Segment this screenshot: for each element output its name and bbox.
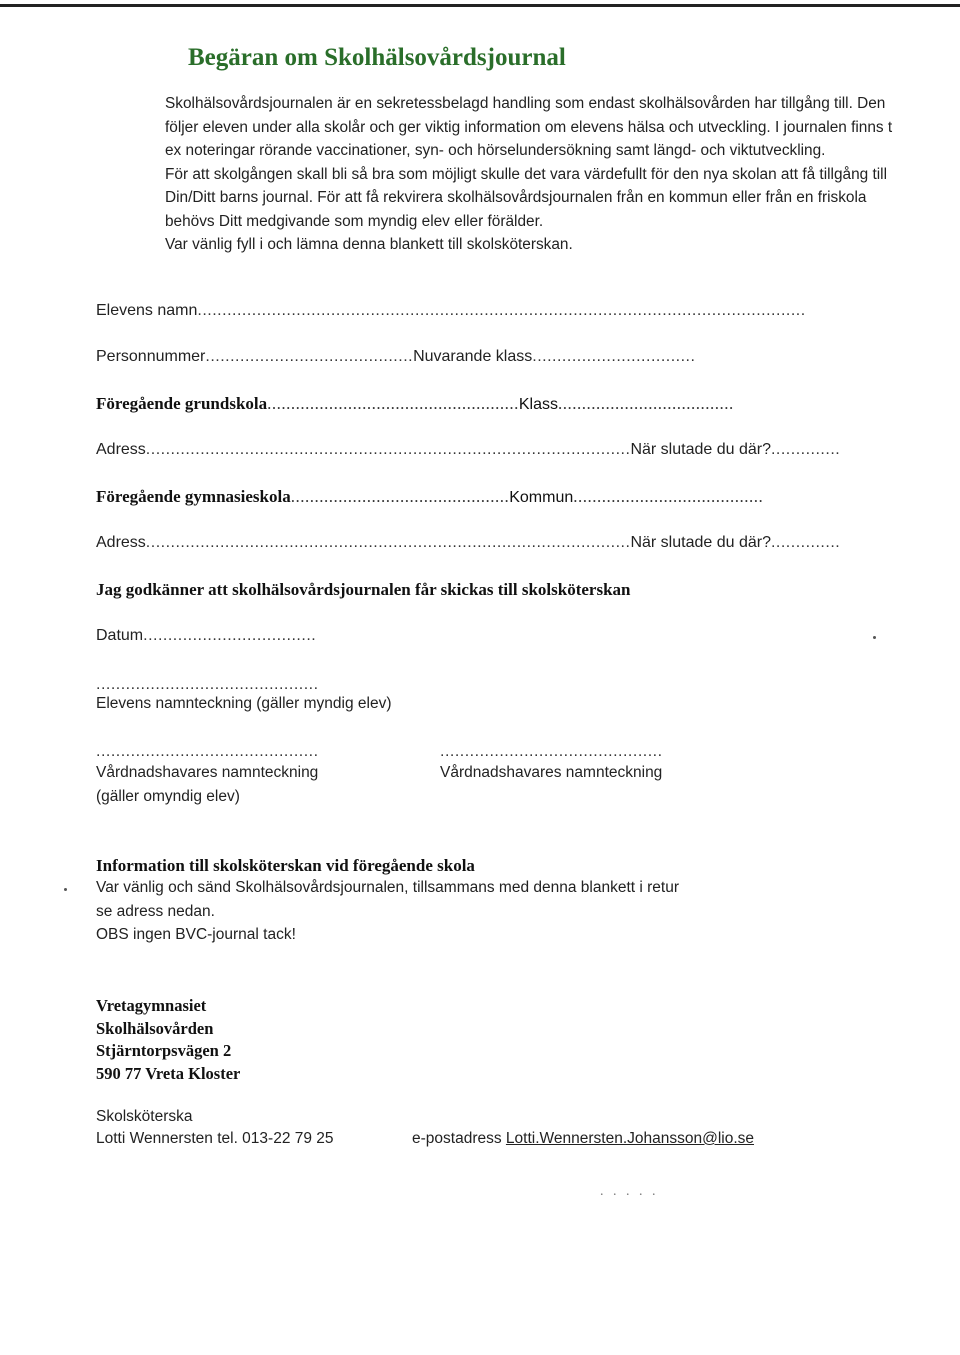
contact-name-phone: Lotti Wennersten tel. 013-22 79 25 bbox=[96, 1130, 334, 1147]
nuvarande-klass-dots: ................................. bbox=[532, 348, 696, 365]
intro-text bbox=[165, 92, 905, 257]
nuvarande-klass-label: Nuvarande klass bbox=[413, 348, 533, 365]
address-line-3: Stjärntorpsvägen 2 bbox=[96, 1041, 232, 1060]
foregaende-gymnasieskola-dots: .............................................. bbox=[290, 487, 510, 506]
personnummer-field[interactable] bbox=[96, 348, 695, 366]
intro-paragraph-1: Skolhälsovårdsjournalen är en sekretessbelagd handling som endast skolhälsovården har tillgång till. Den följer eleven under alla skolår och ger viktig information om elevens hälsa och utveckling. I journalen finns t ex noteringar rörande vaccinationer, syn- och hörselundersökning samt längd- och viktutveckling. bbox=[165, 95, 893, 159]
info-line-3: OBS ingen BVC-journal tack! bbox=[96, 926, 296, 943]
nar-slutade2-label: När slutade du där? bbox=[630, 534, 771, 551]
elevens-namn-field[interactable] bbox=[96, 302, 806, 320]
foregaende-gymnasieskola-label: Föregående gymnasieskola bbox=[96, 487, 291, 506]
stray-marks: . . . . . bbox=[600, 1184, 659, 1199]
email-link[interactable]: Lotti.Wennersten.Johansson@lio.se bbox=[505, 1130, 755, 1147]
adress-dots: .................................................................................................. bbox=[145, 441, 631, 458]
consent-statement: Jag godkänner att skolhälsovårdsjournalen får skickas till skolsköterskan bbox=[96, 580, 631, 599]
adress2-label: Adress bbox=[96, 534, 146, 551]
foregaende-gymnasieskola-field[interactable] bbox=[96, 487, 763, 507]
info-line-1: Var vänlig och sänd Skolhälsovårdsjournalen, tillsammans med denna blankett i retur bbox=[96, 879, 679, 896]
stray-dot bbox=[873, 636, 876, 639]
foregaende-grundskola-label: Föregående grundskola bbox=[96, 394, 268, 413]
kommun-dots: ........................................ bbox=[573, 487, 764, 506]
intro-paragraph-2: För att skolgången skall bli så bra som möjligt skulle det vara värdefullt för den nya skolan att få tillgång till Din/Ditt barns journal. För att få rekvirera skolhälsovårdsjournalen från en kommun eller från en friskola behövs Ditt medgivande som myndig elev eller förälder. bbox=[165, 165, 888, 230]
nar-slutade-dots: .............. bbox=[770, 441, 841, 458]
elevens-namn-dots: ........................................................................................................................... bbox=[197, 302, 806, 319]
info-line-2: se adress nedan. bbox=[96, 903, 215, 920]
adress-field[interactable] bbox=[96, 441, 840, 459]
foregaende-grundskola-field[interactable] bbox=[96, 394, 734, 414]
contact-role: Skolsköterska bbox=[96, 1108, 193, 1125]
contact-email-row bbox=[412, 1130, 754, 1148]
page-title: Begäran om Skolhälsovårdsjournal bbox=[188, 44, 566, 71]
address-line-4: 590 77 Vreta Kloster bbox=[96, 1063, 241, 1083]
address-block bbox=[96, 995, 240, 1085]
foregaende-grundskola-dots: ..................................................... bbox=[267, 394, 519, 413]
email-label: e-postadress bbox=[412, 1130, 502, 1147]
address-line-1: Vretagymnasiet bbox=[96, 996, 207, 1015]
klass-dots: ..................................... bbox=[558, 394, 734, 413]
info-heading: Information till skolsköterskan vid föregående skola bbox=[96, 856, 475, 875]
kommun-label: Kommun bbox=[509, 489, 574, 506]
nar-slutade-label: När slutade du där? bbox=[630, 441, 771, 458]
top-border-line bbox=[0, 4, 960, 7]
personnummer-dots: .......................................... bbox=[205, 348, 414, 365]
datum-dots: ................................... bbox=[143, 627, 317, 644]
datum-field[interactable] bbox=[96, 627, 316, 645]
adress2-dots: .................................................................................................. bbox=[145, 534, 631, 551]
address-line-2: Skolhälsovården bbox=[96, 1018, 214, 1038]
vardnadshavare2-signature-line[interactable]: ............................................. bbox=[440, 743, 663, 760]
margin-dot bbox=[64, 888, 67, 891]
elev-signature-line[interactable]: ............................................. bbox=[96, 676, 319, 693]
elevens-namn-label: Elevens namn bbox=[96, 302, 198, 319]
vardnadshavare2-signature-label: Vårdnadshavares namnteckning bbox=[440, 764, 663, 781]
vardnadshavare1-signature-line[interactable]: ............................................. bbox=[96, 743, 319, 760]
adress2-field[interactable] bbox=[96, 534, 840, 552]
personnummer-label: Personnummer bbox=[96, 348, 206, 365]
klass-label: Klass bbox=[518, 396, 558, 413]
nar-slutade2-dots: .............. bbox=[770, 534, 841, 551]
elev-signature-label: Elevens namnteckning (gäller myndig elev) bbox=[96, 695, 392, 712]
vardnadshavare1-note: (gäller omyndig elev) bbox=[96, 788, 240, 805]
vardnadshavare1-signature-label: Vårdnadshavares namnteckning bbox=[96, 764, 319, 781]
adress-label: Adress bbox=[96, 441, 146, 458]
intro-paragraph-3: Var vänlig fyll i och lämna denna blankett till skolsköterskan. bbox=[165, 236, 573, 253]
datum-label: Datum bbox=[96, 627, 144, 644]
